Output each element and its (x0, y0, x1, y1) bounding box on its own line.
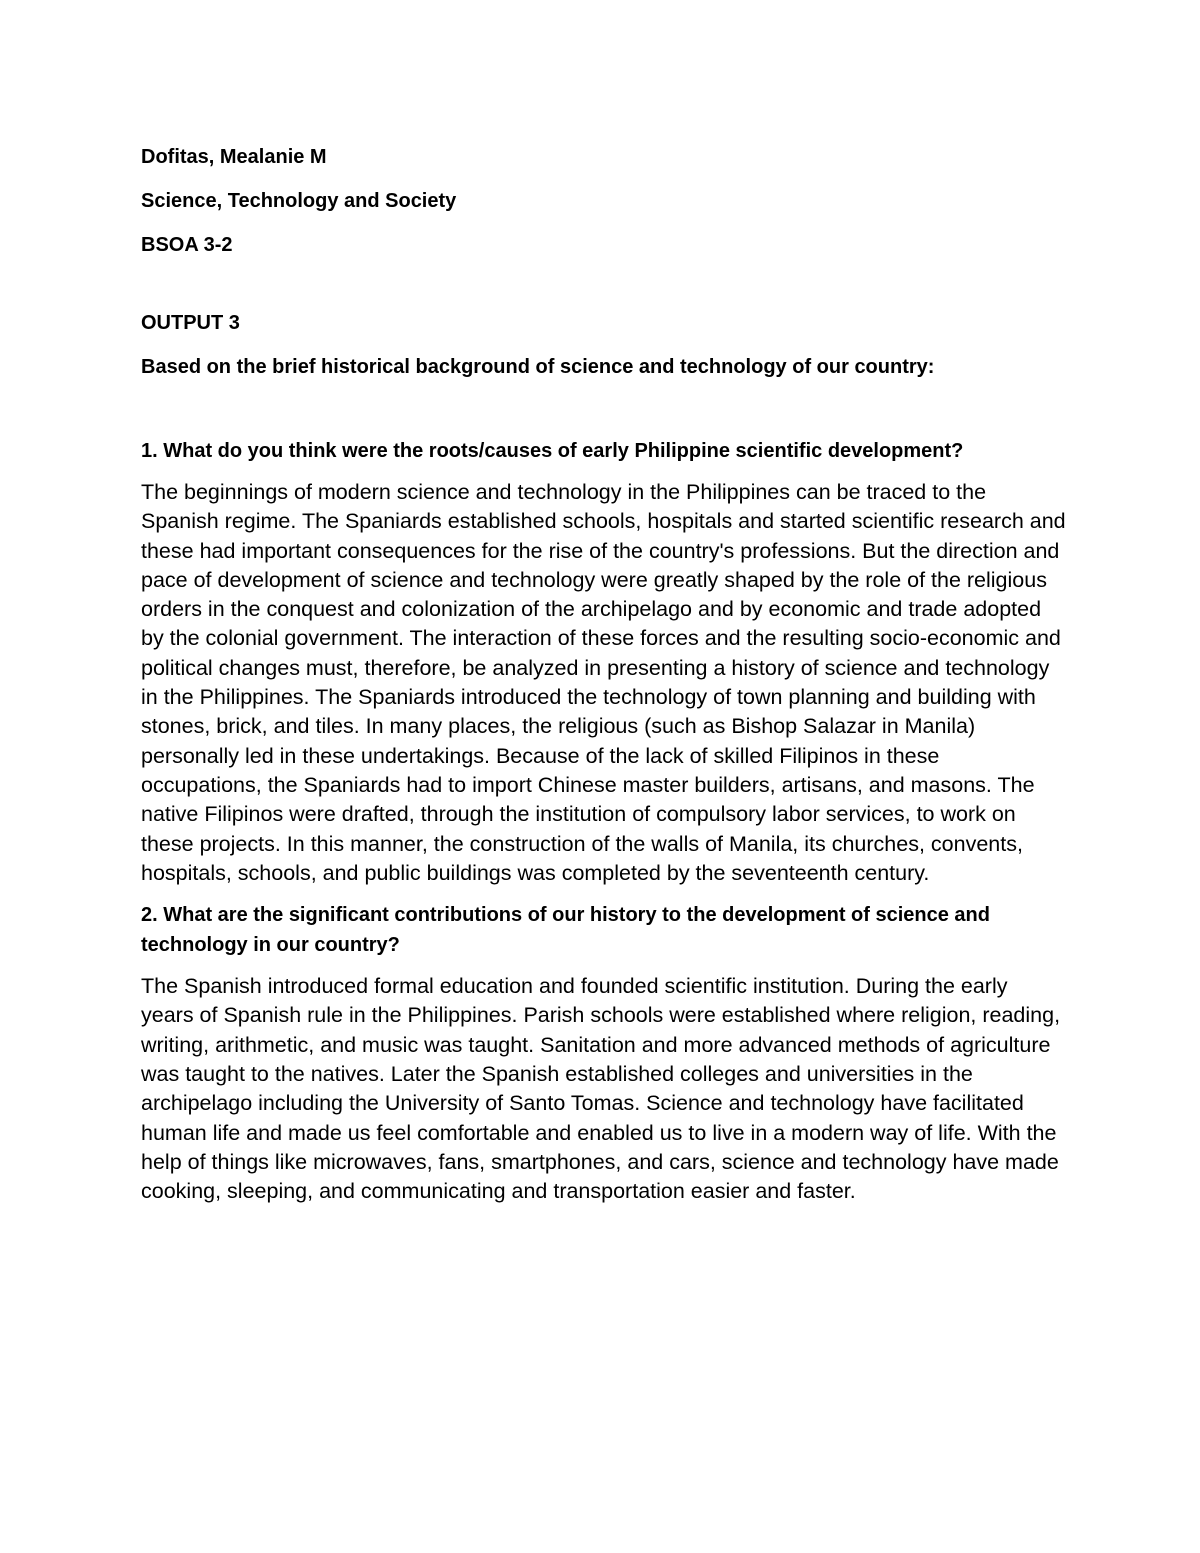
student-name: Dofitas, Mealanie M (141, 146, 327, 168)
answer-2: The Spanish introduced formal education and founded scientific institution. During the early years of Spanish rule in the Philippines. Parish schools were established where religion, reading, writing, arithmetic, and music was taught. Sanitation and more advanced methods of agriculture was taught to the natives. Later the Spanish established colleges and universities in the archipelago including the University of Santo Tomas. Science and technology have facilitated human life and made us feel comfortable and enabled us to live in a modern way of life. With the help of things like microwaves, fans, smartphones, and cars, science and technology have made cooking, sleeping, and communicating and transportation easier and faster. (141, 974, 1061, 1204)
question-2: 2. What are the significant contributions of our history to the development of science and technology in our country? (141, 904, 990, 957)
document-body (141, 142, 1066, 1219)
question-1: 1. What do you think were the roots/causes of early Philippine scientific development? (141, 440, 964, 462)
course-title: Science, Technology and Society (141, 190, 457, 212)
answer-1: The beginnings of modern science and technology in the Philippines can be traced to the Spanish regime. The Spaniards established schools, hospitals and started scientific research and these had important consequences for the rise of the country's professions. But the direction and pace of development of science and technology were greatly shaped by the role of the religious orders in the conquest and colonization of the archipelago and by economic and trade adopted by the colonial government. The interaction of these forces and the resulting socio-economic and political changes must, therefore, be analyzed in presenting a history of science and technology in the Philippines. The Spaniards introduced the technology of town planning and building with stones, brick, and tiles. In many places, the religious (such as Bishop Salazar in Manila) personally led in these undertakings. Because of the lack of skilled Filipinos in these occupations, the Spaniards had to import Chinese master builders, artisans, and masons. The native Filipinos were drafted, through the institution of compulsory labor services, to work on these projects. In this manner, the construction of the walls of Manila, its churches, convents, hospitals, schools, and public buildings was completed by the seventeenth century. (141, 480, 1066, 885)
section-label: BSOA 3-2 (141, 234, 233, 256)
intro-prompt: Based on the brief historical background of science and technology of our country: (141, 356, 935, 378)
output-title: OUTPUT 3 (141, 312, 240, 334)
